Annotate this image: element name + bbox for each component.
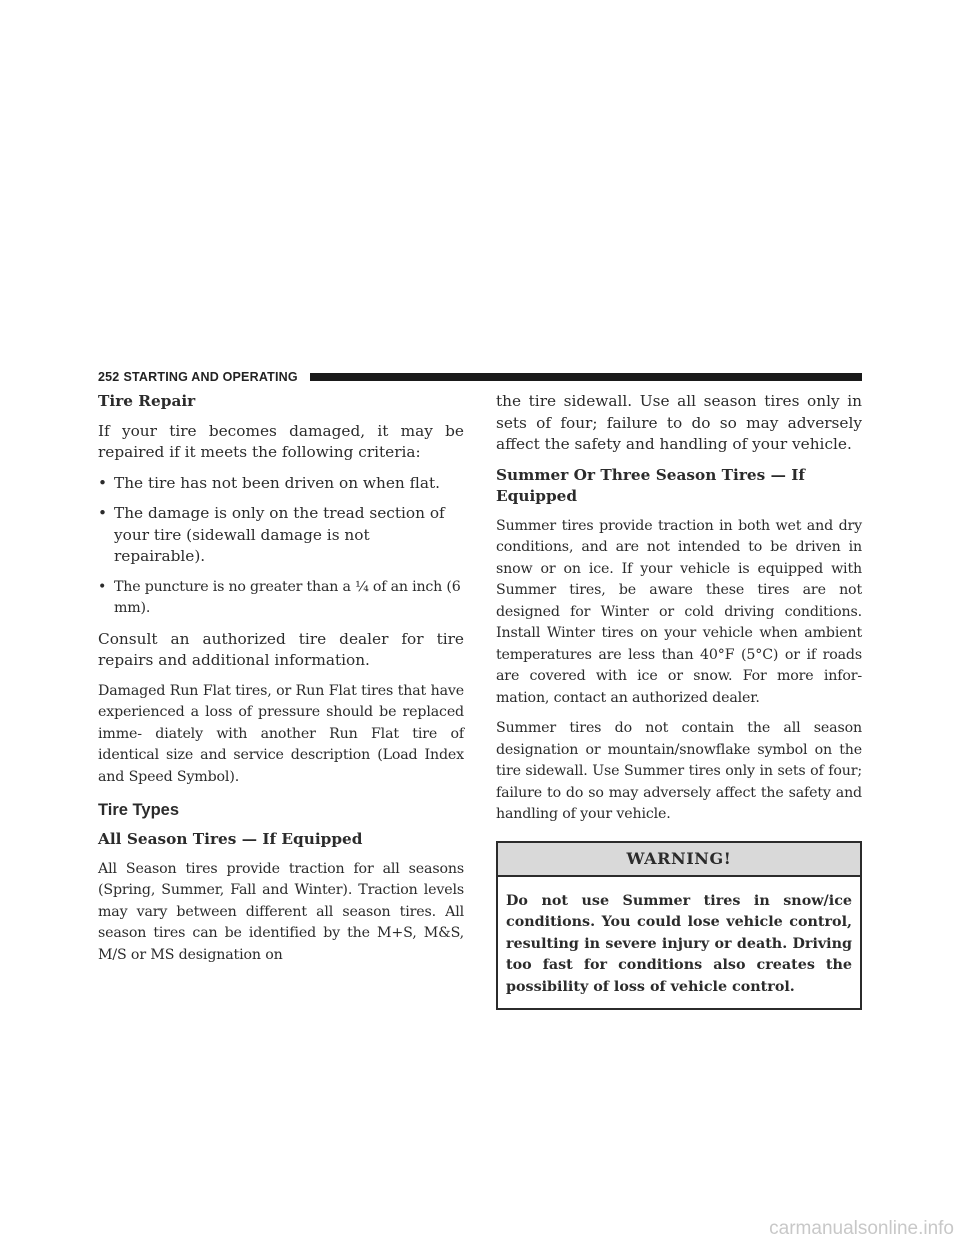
left-column [98,391,464,975]
list-item [98,577,464,620]
repair-intro: If your tire becomes damaged, it may be repaired if it meets the following criteria: [98,421,464,461]
consult-paragraph: Consult an authorized tire dealer for tire repairs and additional information. [98,629,464,669]
watermark: carmanualsonline.info [769,1218,954,1239]
page-number: 252 [98,370,120,384]
heading-summer-tires: Summer Or Three Season Tires — If Equipped [496,465,805,505]
header-rule [310,373,862,381]
run-flat-paragraph: Damaged Run Flat tires, or Run Flat tires that have experienced a loss of pressure should be replaced imme- diately with another Run Flat tire of identical size and service description (Load Index and Speed Symbol). [98,682,464,785]
bullet-icon: • [98,578,107,595]
all-season-paragraph: All Season tires provide traction for all seasons (Spring, Summer, Fall and Winter). Traction levels may vary between different all season tires. All season tires can be identified by the M+S, M&S, M/S or MS designation on [98,860,464,963]
criteria-text: The tire has not been driven on when flat. [114,473,440,492]
warning-text: Do not use Summer tires in snow/ice conditions. You could lose vehicle control, resulting in severe injury or death. Driving too fast for conditions also creates the possibility of loss of vehicle control. [506,892,852,995]
all-season-paragraph-cont: the tire sidewall. Use all season tires only in sets of four; failure to do so may adversely affect the safety and handling of your vehicle. [496,392,862,453]
section-title: STARTING AND OPERATING [123,370,298,384]
summer-paragraph-1: Summer tires provide traction in both wet and dry conditions, and are not intended to be driven in snow or on ice. If your vehicle is equipped with Summer tires, be aware these tires are not designed for Winter or cold driving conditions. Install Winter tires on your vehicle when ambient temperatures are less than 40°F (5°C) or if roads are covered with ice or snow. For more infor- mation, contact an authorized dealer. [496,517,862,706]
bullet-icon: • [98,473,108,492]
page-header [98,369,862,385]
criteria-text: The damage is only on the tread section of your tire (sidewall damage is not repairable). [114,504,445,565]
warning-title: WARNING! [498,843,860,877]
bullet-icon: • [98,504,108,522]
right-column [496,391,862,1010]
page-header-text [98,369,298,385]
warning-box [496,841,862,1011]
heading-tire-repair: Tire Repair [98,392,196,410]
repair-criteria-list [98,473,464,620]
heading-all-season: All Season Tires — If Equipped [98,830,363,848]
list-item [98,503,464,568]
criteria-text: The puncture is no greater than a ¼ of an inch (6 mm). [114,578,461,616]
list-item [98,473,464,495]
summer-paragraph-2: Summer tires do not contain the all season designation or mountain/snowflake symbol on the tire sidewall. Use Summer tires only in sets of four; failure to do so may adversely affect the safety and handling of your vehicle. [496,720,862,822]
heading-tire-types: Tire Types [98,801,180,819]
